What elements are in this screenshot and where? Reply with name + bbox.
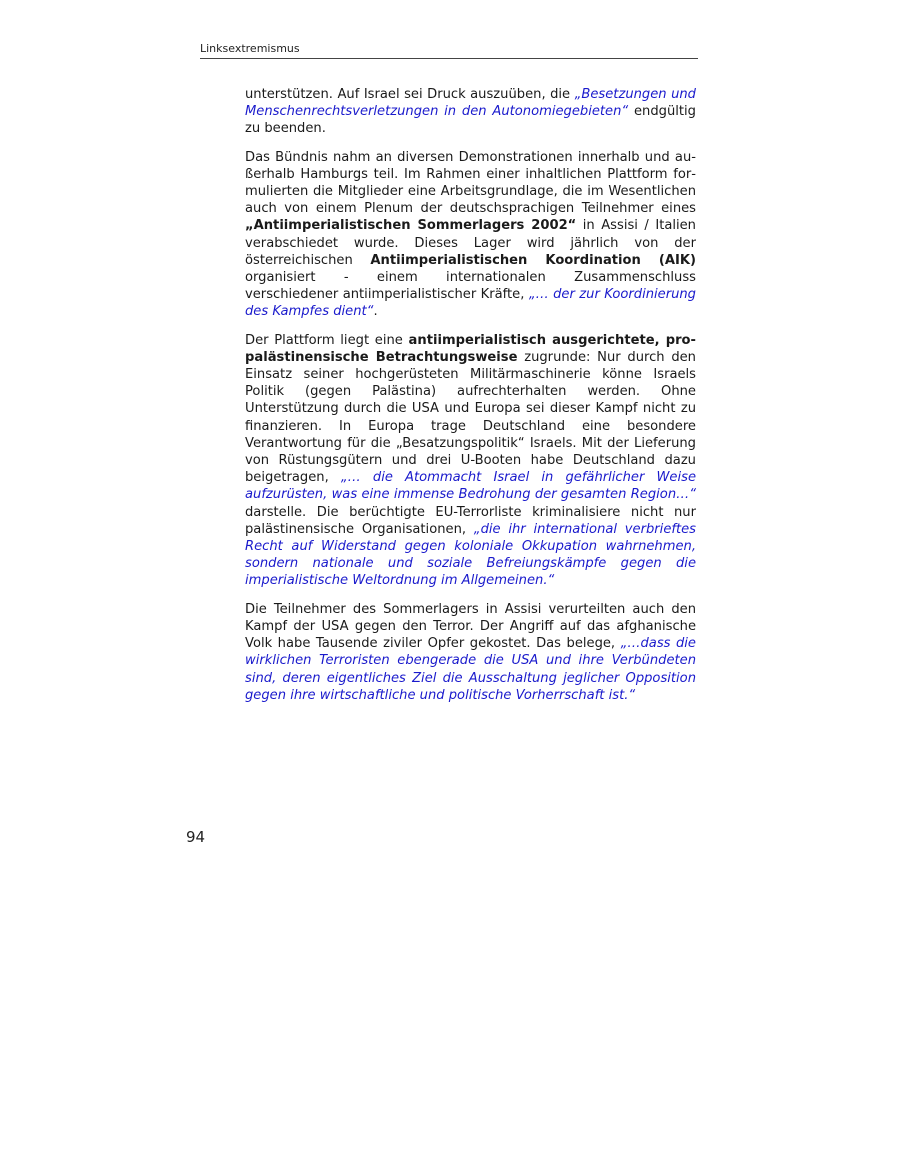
body-text (245, 86, 696, 715)
text-run: in Assisi / Italien verabschiedet wurde. Dieses Lager wird jährlich von der österreichischen (245, 218, 696, 268)
quote: „…dass die wirklichen Terroristen ebengerade die USA und ihre Verbündeten sind, deren eigentliches Ziel die Ausschaltung jeglicher Opposition gegen ihre wirtschaftliche und politische Vorherrschaft ist.“ (245, 636, 696, 703)
text-run: . (373, 304, 378, 320)
page-number: 94 (186, 828, 206, 846)
text-run: zugrunde: Nur durch den Einsatz seiner hochgerüsteten Militärmaschinerie könne Israels Politik (gegen Palästina) aufrechterhalten werden. Ohne Unterstützung durch die USA und Europa sei dieser Kampf nicht zu finanzieren. In Europa trage Deutschland eine besondere Verantwortung für die „Besatzungspolitik“ Israels. Mit der Lieferung von Rüstungsgütern und drei U-Booten habe Deutschland dazu beigetragen, (245, 349, 696, 486)
paragraph (245, 86, 696, 138)
text-run: Das Bündnis nahm an diversen Demonstrationen innerhalb und außerhalb Hamburgs teil. Im Rahmen einer inhaltlichen Plattform formulierten die Mitglieder eine Arbeitsgrundlage, die im Wesentlichen auch von einem Plenum der deutschsprachigen Teilnehmer eines (245, 149, 696, 217)
text-run: Der Plattform liegt eine (245, 332, 409, 348)
running-head: Linksextremismus (200, 42, 698, 59)
quote: „Besetzungen und Menschenrechtsverletzungen in den Autonomiegebieten“ (245, 87, 696, 120)
paragraph (245, 332, 696, 590)
quote: „die ihr international verbrieftes Recht auf Widerstand gegen koloniale Okkupation wahrnehmen, sondern nationale und soziale Befreiungskämpfe gegen die imperialistische Weltordnung im Allgemeinen.“ (245, 521, 696, 589)
text-run: Die Teilnehmer des Sommerlagers in Assisi verurteilten auch den Kampf der USA gegen den Terror. Der Angriff auf das afghanische Volk habe Tausende ziviler Opfer gekostet. Das belege, (245, 601, 696, 652)
bold-term: „Antiimperialistischen Sommerlagers 2002“ (245, 218, 577, 234)
paragraph (245, 149, 696, 321)
paragraph (245, 601, 696, 704)
text-run: organisiert - einem internationalen Zusammenschluss verschiedener antiimperialistischer Kräfte, (245, 270, 696, 303)
bold-term: Antiimperialistischen Koordination (AIK) (370, 252, 696, 268)
quote: „… die Atommacht Israel in gefährlicher Weise aufzurüsten, was eine immense Bedrohung der gesamten Region…“ (245, 470, 696, 503)
text-run: unterstützen. Auf Israel sei Druck auszuüben, die (245, 87, 575, 102)
text-run: endgültig zu beenden. (245, 104, 696, 137)
quote: „… der zur Koordinierung des Kampfes dient“ (245, 287, 696, 320)
text-run: darstelle. Die berüchtigte EU-Terrorliste kriminalisiere nicht nur palästinensische Organisationen, (245, 504, 696, 537)
bold-term: antiimperialistisch ausgerichtete, propalästinensische Betrachtungsweise (245, 332, 696, 365)
